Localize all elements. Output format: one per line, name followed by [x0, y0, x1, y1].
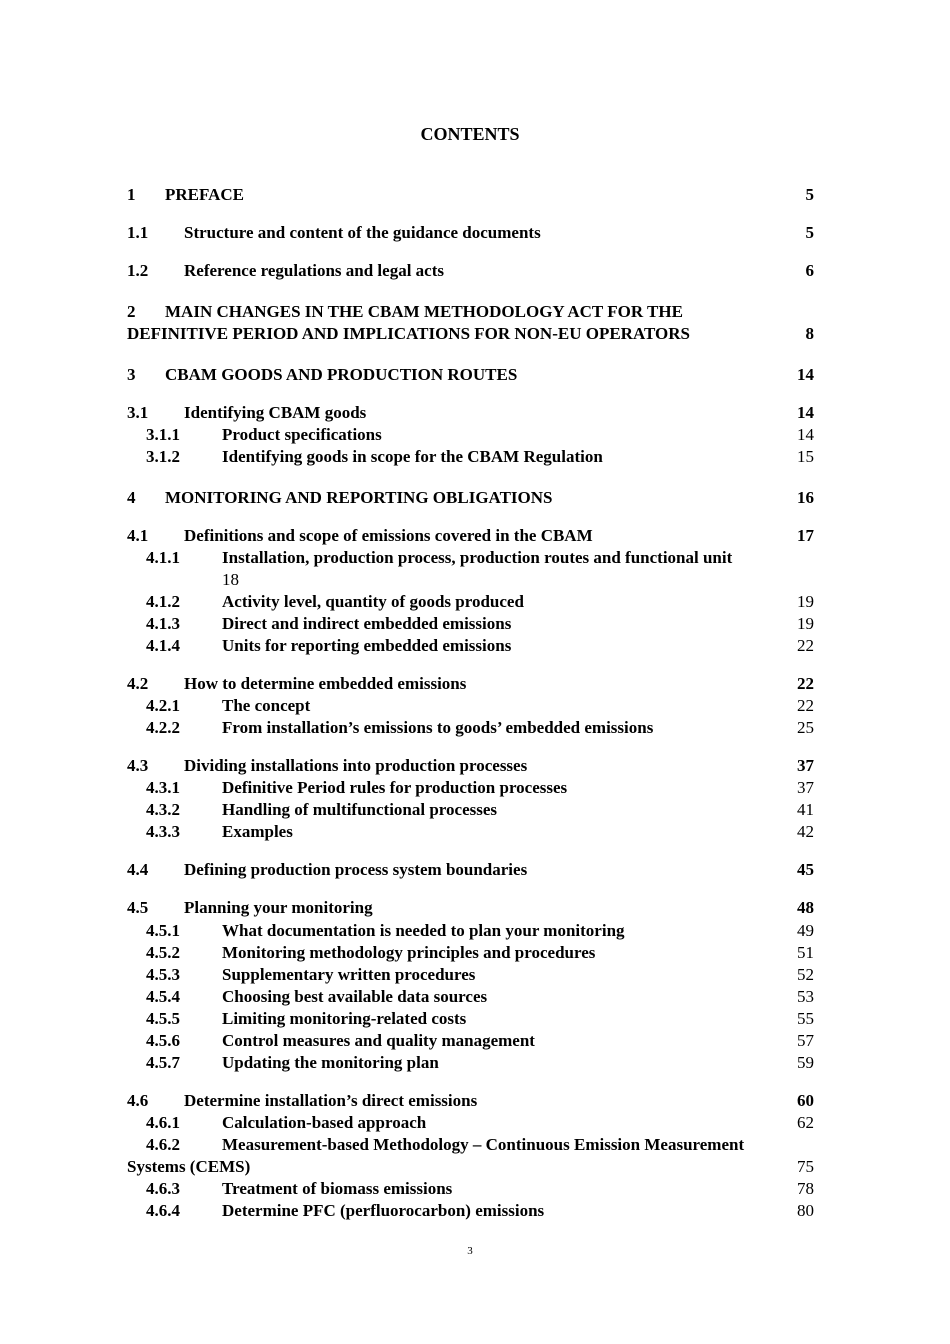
toc-number: 4.6 — [127, 1091, 149, 1110]
toc-title: Measurement-based Methodology – Continuous Emission Measurement — [222, 1135, 745, 1154]
toc-page: 15 — [797, 447, 814, 466]
toc-page: 51 — [797, 943, 814, 962]
toc-title: Examples — [222, 822, 293, 841]
toc-number: 4.2 — [127, 674, 149, 693]
toc-title: How to determine embedded emissions — [184, 674, 467, 693]
toc-page: 53 — [797, 987, 814, 1006]
toc-page: 18 — [222, 570, 239, 589]
toc-number: 4.2.1 — [146, 696, 180, 715]
toc-number: 3 — [127, 365, 136, 384]
toc-title: Control measures and quality management — [222, 1031, 535, 1050]
toc-number: 3.1.1 — [146, 425, 180, 444]
toc-title: From installation’s emissions to goods’ embedded emissions — [222, 718, 654, 737]
toc-number: 4.2.2 — [146, 718, 180, 737]
toc-number: 4.1 — [127, 526, 149, 545]
toc-title: MAIN CHANGES IN THE CBAM METHODOLOGY ACT FOR THE — [165, 302, 683, 321]
toc-title: Choosing best available data sources — [222, 987, 488, 1006]
toc-number: 4.6.2 — [146, 1135, 180, 1154]
toc-number: 4.5.3 — [146, 965, 180, 984]
toc-number: 4.6.1 — [146, 1113, 180, 1132]
toc-number: 4.5.7 — [146, 1053, 180, 1072]
toc-page: 49 — [797, 921, 814, 940]
toc-number: 4.4 — [127, 860, 149, 879]
toc-page: 5 — [805, 185, 814, 204]
toc-page: 16 — [797, 488, 814, 507]
toc-page: 41 — [797, 800, 814, 819]
toc-title: Determine PFC (perfluorocarbon) emissions — [222, 1201, 545, 1220]
toc-page: 14 — [797, 365, 814, 384]
toc-title-continuation: DEFINITIVE PERIOD AND IMPLICATIONS FOR NON-EU OPERATORS — [127, 324, 690, 343]
toc-number: 1.1 — [127, 223, 149, 242]
toc-page: 48 — [797, 898, 814, 917]
page-number: 3 — [467, 1245, 473, 1257]
toc-number: 4.1.3 — [146, 614, 180, 633]
toc-number: 4.3.3 — [146, 822, 180, 841]
toc-page: 14 — [797, 403, 814, 422]
toc-title: PREFACE — [165, 185, 245, 204]
toc-title: Definitive Period rules for production processes — [222, 778, 568, 797]
toc-title: Monitoring methodology principles and procedures — [222, 943, 596, 962]
toc-number: 4.5.2 — [146, 943, 180, 962]
toc-number: 4.5 — [127, 898, 149, 917]
toc-title: Calculation-based approach — [222, 1113, 427, 1132]
toc-title: Structure and content of the guidance documents — [184, 223, 541, 242]
toc-number: 4.5.6 — [146, 1031, 180, 1050]
toc-page: 78 — [797, 1179, 814, 1198]
toc-number: 4.6.3 — [146, 1179, 180, 1198]
toc-page: 5 — [805, 223, 814, 242]
toc-title: Handling of multifunctional processes — [222, 800, 498, 819]
toc-page: 60 — [797, 1091, 814, 1110]
toc-title: Direct and indirect embedded emissions — [222, 614, 512, 633]
toc-title: What documentation is needed to plan your monitoring — [222, 921, 625, 940]
toc-page: 62 — [797, 1113, 814, 1132]
toc-page: 19 — [797, 592, 814, 611]
toc-title: Product specifications — [222, 425, 382, 444]
toc-title: Reference regulations and legal acts — [184, 261, 444, 280]
toc-number: 4.1.4 — [146, 636, 180, 655]
toc-title: Updating the monitoring plan — [222, 1053, 439, 1072]
toc-page: 22 — [797, 674, 814, 693]
toc-title: Defining production process system boundaries — [184, 860, 528, 879]
toc-number: 4.1.1 — [146, 548, 180, 567]
toc-page: 6 — [805, 261, 814, 280]
toc-number: 4.6.4 — [146, 1201, 180, 1220]
toc-page: 25 — [797, 718, 814, 737]
toc-title: Supplementary written procedures — [222, 965, 476, 984]
toc-page: 37 — [797, 778, 814, 797]
toc-page: 52 — [797, 965, 814, 984]
toc-page: 80 — [797, 1201, 814, 1220]
toc-number: 3.1 — [127, 403, 149, 422]
toc-title: Determine installation’s direct emissions — [184, 1091, 478, 1110]
toc-page: 22 — [797, 636, 814, 655]
toc-title: Installation, production process, production routes and functional unit — [222, 548, 733, 567]
toc-number: 4.3.1 — [146, 778, 180, 797]
toc-page: 19 — [797, 614, 814, 633]
toc-title: Limiting monitoring-related costs — [222, 1009, 467, 1028]
toc-page: 8 — [805, 324, 814, 343]
toc-title: The concept — [222, 696, 311, 715]
toc-number: 4.1.2 — [146, 592, 180, 611]
toc-page: 57 — [797, 1031, 814, 1050]
toc-number: 1.2 — [127, 261, 149, 280]
toc-page: 59 — [797, 1053, 814, 1072]
toc-page: 14 — [797, 425, 814, 444]
toc-number: 4.5.1 — [146, 921, 180, 940]
toc-title: Planning your monitoring — [184, 898, 373, 917]
toc-page: 22 — [797, 696, 814, 715]
toc-number: 4.5.4 — [146, 987, 180, 1006]
toc-number: 4.5.5 — [146, 1009, 180, 1028]
toc-title: Identifying CBAM goods — [184, 403, 367, 422]
toc-number: 4.3.2 — [146, 800, 180, 819]
toc-number: 4 — [127, 488, 136, 507]
toc-title: Definitions and scope of emissions covered in the CBAM — [184, 526, 593, 545]
toc-title: Activity level, quantity of goods produced — [222, 592, 524, 611]
toc-page: 17 — [797, 526, 814, 545]
toc-title-continuation: Systems (CEMS) — [127, 1157, 251, 1176]
toc-title: Dividing installations into production processes — [184, 756, 528, 775]
toc-page: 75 — [797, 1157, 814, 1176]
toc-number: 1 — [127, 185, 136, 204]
toc-number: 2 — [127, 302, 136, 321]
toc-title: Units for reporting embedded emissions — [222, 636, 512, 655]
toc-page: 55 — [797, 1009, 814, 1028]
toc-number: 3.1.2 — [146, 447, 180, 466]
contents-title: CONTENTS — [420, 124, 520, 144]
toc-number: 4.3 — [127, 756, 149, 775]
toc-page: 37 — [797, 756, 814, 775]
toc-title: Treatment of biomass emissions — [222, 1179, 453, 1198]
toc-title: MONITORING AND REPORTING OBLIGATIONS — [165, 488, 553, 507]
toc-title: Identifying goods in scope for the CBAM Regulation — [222, 447, 603, 466]
toc-page: 42 — [797, 822, 814, 841]
toc-title: CBAM GOODS AND PRODUCTION ROUTES — [165, 365, 518, 384]
toc-page: 45 — [797, 860, 814, 879]
